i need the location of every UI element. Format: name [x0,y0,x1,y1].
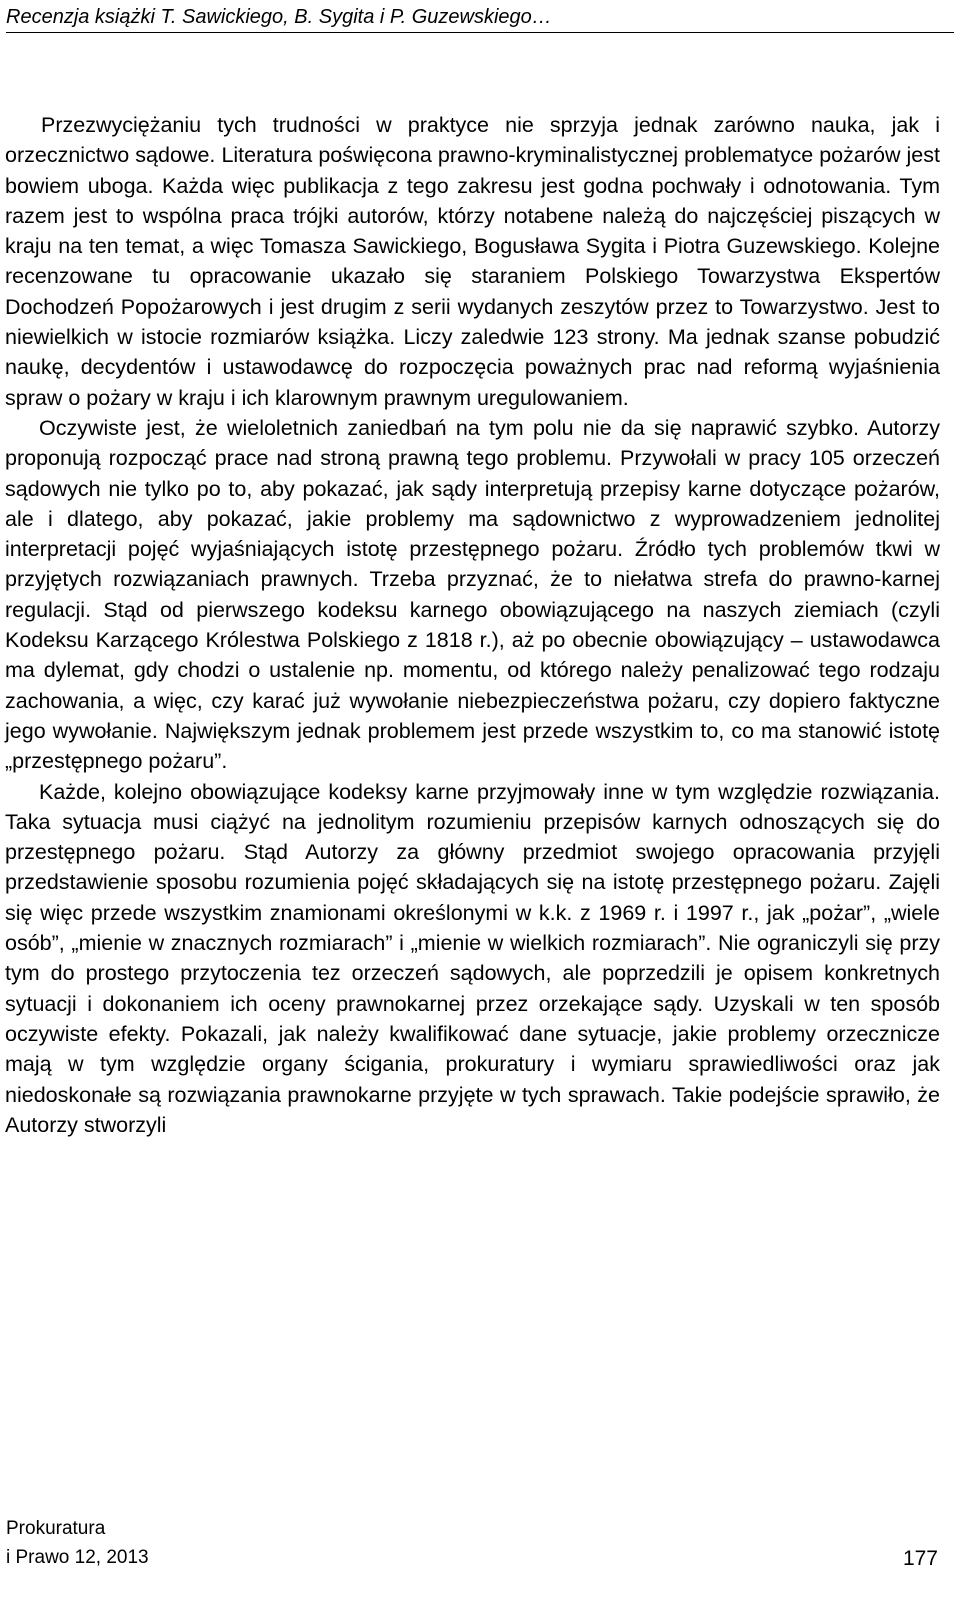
page-number: 177 [902,1547,938,1570]
article-body [5,110,940,1140]
journal-name: Prokuratura [6,1518,106,1539]
journal-issue: i Prawo 12, 2013 [6,1547,149,1568]
page-footer [6,1514,946,1598]
running-header [6,4,954,33]
journal-citation [6,1514,149,1572]
running-title: Recenzja książki T. Sawickiego, B. Sygita i P. Guzewskiego… [6,6,552,28]
paragraph: Każde, kolejno obowiązujące kodeksy karne przyjmowały inne w tym względzie rozwiązania. Taka sytuacja musi ciążyć na jednolitym rozumieniu przepisów karnych odnoszących się do przestępnego pożaru. Stąd Autorzy za główny przedmiot swojego opracowania przyjęli przedstawienie sposobu rozumienia pojęć składających się na istotę przestępnego pożaru. Zajęli się więc przede wszystkim znamionami określonymi w k.k. z 1969 r. i 1997 r., jak „pożar”, „wiele osób”, „mienie w znacznych rozmiarach” i „mienie w wielkich rozmiarach”. Nie ograniczyli się przy tym do prostego przytoczenia tez orzeczeń sądowych, ale poprzedzili je opisem konkretnych sytuacji i dokonaniem ich oceny prawnokarnej przez orzekające sądy. Uzyskali w ten sposób oczywiste efekty. Pokazali, jak należy kwalifikować dane sytuacje, jakie problemy orzecznicze mają w tym względzie organy ścigania, prokuratury i wymiaru sprawiedliwości oraz jak niedoskonałe są rozwiązania prawnokarne przyjęte w tych sprawach. Takie podejście sprawiło, że Autorzy stworzyli [5,779,940,1137]
paragraph: Przezwyciężaniu tych trudności w praktyce nie sprzyja jednak zarówno nauka, jak i orzecznictwo sądowe. Literatura poświęcona prawno-kryminalistycznej problematyce pożarów jest bowiem uboga. Każda więc publikacja z tego zakresu jest godna pochwały i odnotowania. Tym razem jest to wspólna praca trójki autorów, którzy notabene należą do najczęściej piszących w kraju na ten temat, a więc Tomasza Sawickiego, Bogusława Sygita i Piotra Guzewskiego. Kolejne recenzowane tu opracowanie ukazało się staraniem Polskiego Towarzystwa Ekspertów Dochodzeń Popożarowych i jest drugim z serii wydanych zeszytów przez to Towarzystwo. Jest to niewielkich w istocie rozmiarów książka. Liczy zaledwie 123 strony. Ma jednak szanse pobudzić naukę, decydentów i ustawodawcę do rozpoczęcia poważnych prac nad reformą wyjaśnienia spraw o pożary w kraju i ich klarownym prawnym uregulowaniem. [5,113,940,410]
paragraph: Oczywiste jest, że wieloletnich zaniedbań na tym polu nie da się naprawić szybko. Autorzy proponują rozpocząć prace nad stroną prawną tego problemu. Przywołali w pracy 105 orzeczeń sądowych nie tylko po to, aby pokazać, jak sądy interpretują przepisy karne dotyczące pożarów, ale i dlatego, aby pokazać, jakie problemy ma sądownictwo z wyprowadzeniem jednolitej interpretacji pojęć wyjaśniających istotę przestępnego pożaru. Źródło tych problemów tkwi w przyjętych rozwiązaniach prawnych. Trzeba przyznać, że to niełatwa strefa do prawno-karnej regulacji. Stąd od pierwszego kodeksu karnego obowiązującego na naszych ziemiach (czyli Kodeksu Karzącego Królestwa Polskiego z 1818 r.), aż po obecnie obowiązujący – ustawodawca ma dylemat, gdy chodzi o ustalenie np. momentu, od którego należy penalizować tego rodzaju zachowania, a więc, czy karać już wywołanie niebezpieczeństwa pożaru, czy dopiero faktyczne jego wywołanie. Największym jednak problemem jest przede wszystkim to, co ma stanowić istotę „przestępnego pożaru”. [5,415,940,774]
